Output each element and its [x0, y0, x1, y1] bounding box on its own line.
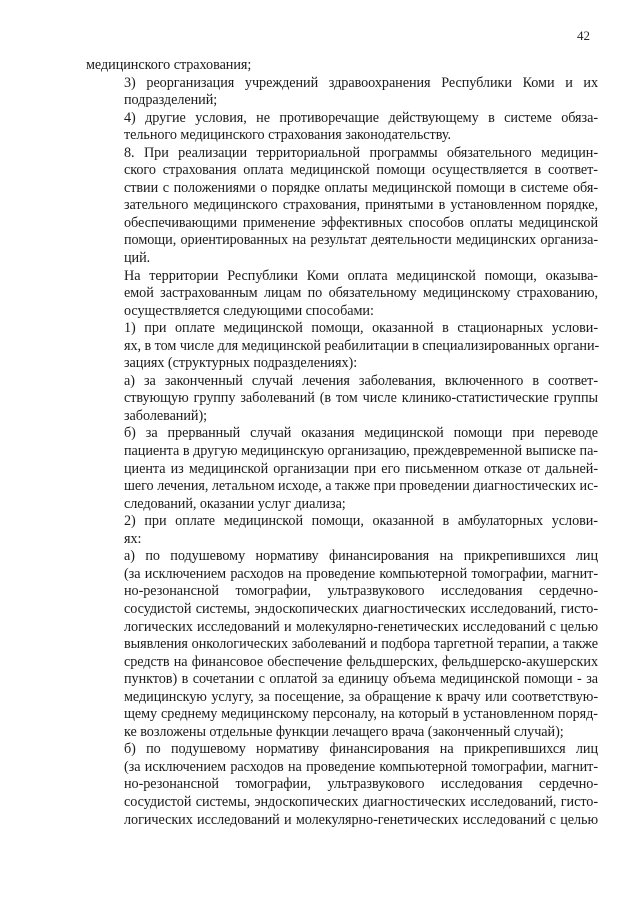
text-line: сосудистой системы, эндоскопических диагностических исследований, гисто- [124, 793, 598, 810]
text-line: 2) при оплате медицинской помощи, оказанной в амбулаторных услови- [124, 513, 598, 530]
paragraph [86, 57, 598, 75]
text-line: ях: [124, 530, 142, 547]
text-line: б) за прерванный случай оказания медицинской помощи при переводе [124, 425, 598, 442]
paragraph [86, 320, 598, 373]
paragraph [86, 513, 598, 548]
text-line: емой застрахованным лицам по обязательному медицинскому страхованию, [124, 285, 598, 302]
text-line: а) по подушевому нормативу финансирования на прикрепившихся лиц [124, 548, 598, 565]
paragraph [86, 741, 598, 829]
text-line: тельного медицинского страхования законодательству. [124, 127, 451, 144]
text-line: На территории Республики Коми оплата медицинской помощи, оказыва- [124, 267, 598, 284]
text-line: средств на финансовое обеспечение фельдшерских, фельдшерско-акушерских [124, 653, 598, 670]
paragraph [86, 373, 598, 426]
text-line: осуществляется следующими способами: [124, 302, 374, 319]
text-line: б) по подушевому нормативу финансирования на прикрепившихся лиц [124, 741, 598, 758]
text-line: циента из медицинской организации при его письменном отказе от дальней- [124, 460, 598, 477]
text-line: медицинскую услугу, за посещение, за обращение к врачу или соответствую- [124, 688, 598, 705]
paragraph [86, 110, 598, 145]
text-line: следований, оказании услуг диализа; [124, 495, 346, 512]
text-line: логических исследований и молекулярно-генетических исследований с целью [124, 811, 598, 828]
text-line: подразделений; [124, 92, 218, 109]
text-line: (за исключением расходов на проведение компьютерной томографии, магнит- [124, 565, 598, 582]
paragraph [86, 548, 598, 741]
paragraph [86, 425, 598, 513]
paragraph [86, 75, 598, 110]
text-line: ствующую группу заболеваний (в том числе клинико-статистические группы [124, 390, 598, 407]
text-line: выявления онкологических заболеваний и подбора таргетной терапии, а также [124, 636, 598, 653]
text-line: ций. [124, 250, 151, 267]
text-line: заболеваний); [124, 407, 208, 424]
text-line: ского страхования оплата медицинской помощи осуществляется в соответ- [124, 162, 598, 179]
text-line: ствии с положениями о порядке оплаты медицинской помощи в системе обя- [124, 179, 598, 196]
text-line: а) за законченный случай лечения заболевания, включенного в соответ- [124, 372, 598, 389]
text-line: зательного медицинского страхования, принятыми в установленном порядке, [124, 197, 598, 214]
text-line: ях, в том числе для медицинской реабилитации в специализированных органи- [124, 337, 600, 354]
paragraph [86, 145, 598, 268]
text-line: помощи, ориентированных на результат деятельности медицинских организа- [124, 232, 598, 249]
text-line: логических исследований и молекулярно-генетических исследований с целью [124, 618, 598, 635]
page-number: 42 [577, 28, 590, 43]
text-line: но-резонансной томографии, ультразвукового исследования сердечно- [124, 583, 598, 600]
text-line: медицинского страхования; [86, 57, 252, 73]
text-line: зациях (структурных подразделениях): [124, 355, 358, 372]
text-line: обеспечивающими применение эффективных способов оплаты медицинской [124, 214, 598, 231]
document-body [86, 57, 598, 829]
text-line: щему среднему медицинскому персоналу, на который в установленном поряд- [124, 706, 598, 723]
text-line: пациента в другую медицинскую организацию, преждевременной выписке па- [124, 443, 598, 460]
text-line: пунктов) в сочетании с оплатой за единицу объема медицинской помощи - за [124, 671, 598, 688]
text-line: 8. При реализации территориальной программы обязательного медицин- [124, 144, 598, 161]
paragraph [86, 268, 598, 321]
text-line: сосудистой системы, эндоскопических диагностических исследований, гисто- [124, 600, 598, 617]
text-line: 1) при оплате медицинской помощи, оказанной в стационарных услови- [124, 320, 598, 337]
text-line: но-резонансной томографии, ультразвукового исследования сердечно- [124, 776, 598, 793]
text-line: (за исключением расходов на проведение компьютерной томографии, магнит- [124, 758, 598, 775]
text-line: 4) другие условия, не противоречащие действующему в системе обяза- [124, 109, 598, 126]
text-line: ке возложены отдельные функции лечащего врача (законченный случай); [124, 723, 564, 740]
text-line: 3) реорганизация учреждений здравоохранения Республики Коми и их [124, 74, 598, 91]
text-line: шего лечения, летальном исходе, а также при проведении диагностических ис- [124, 478, 599, 495]
